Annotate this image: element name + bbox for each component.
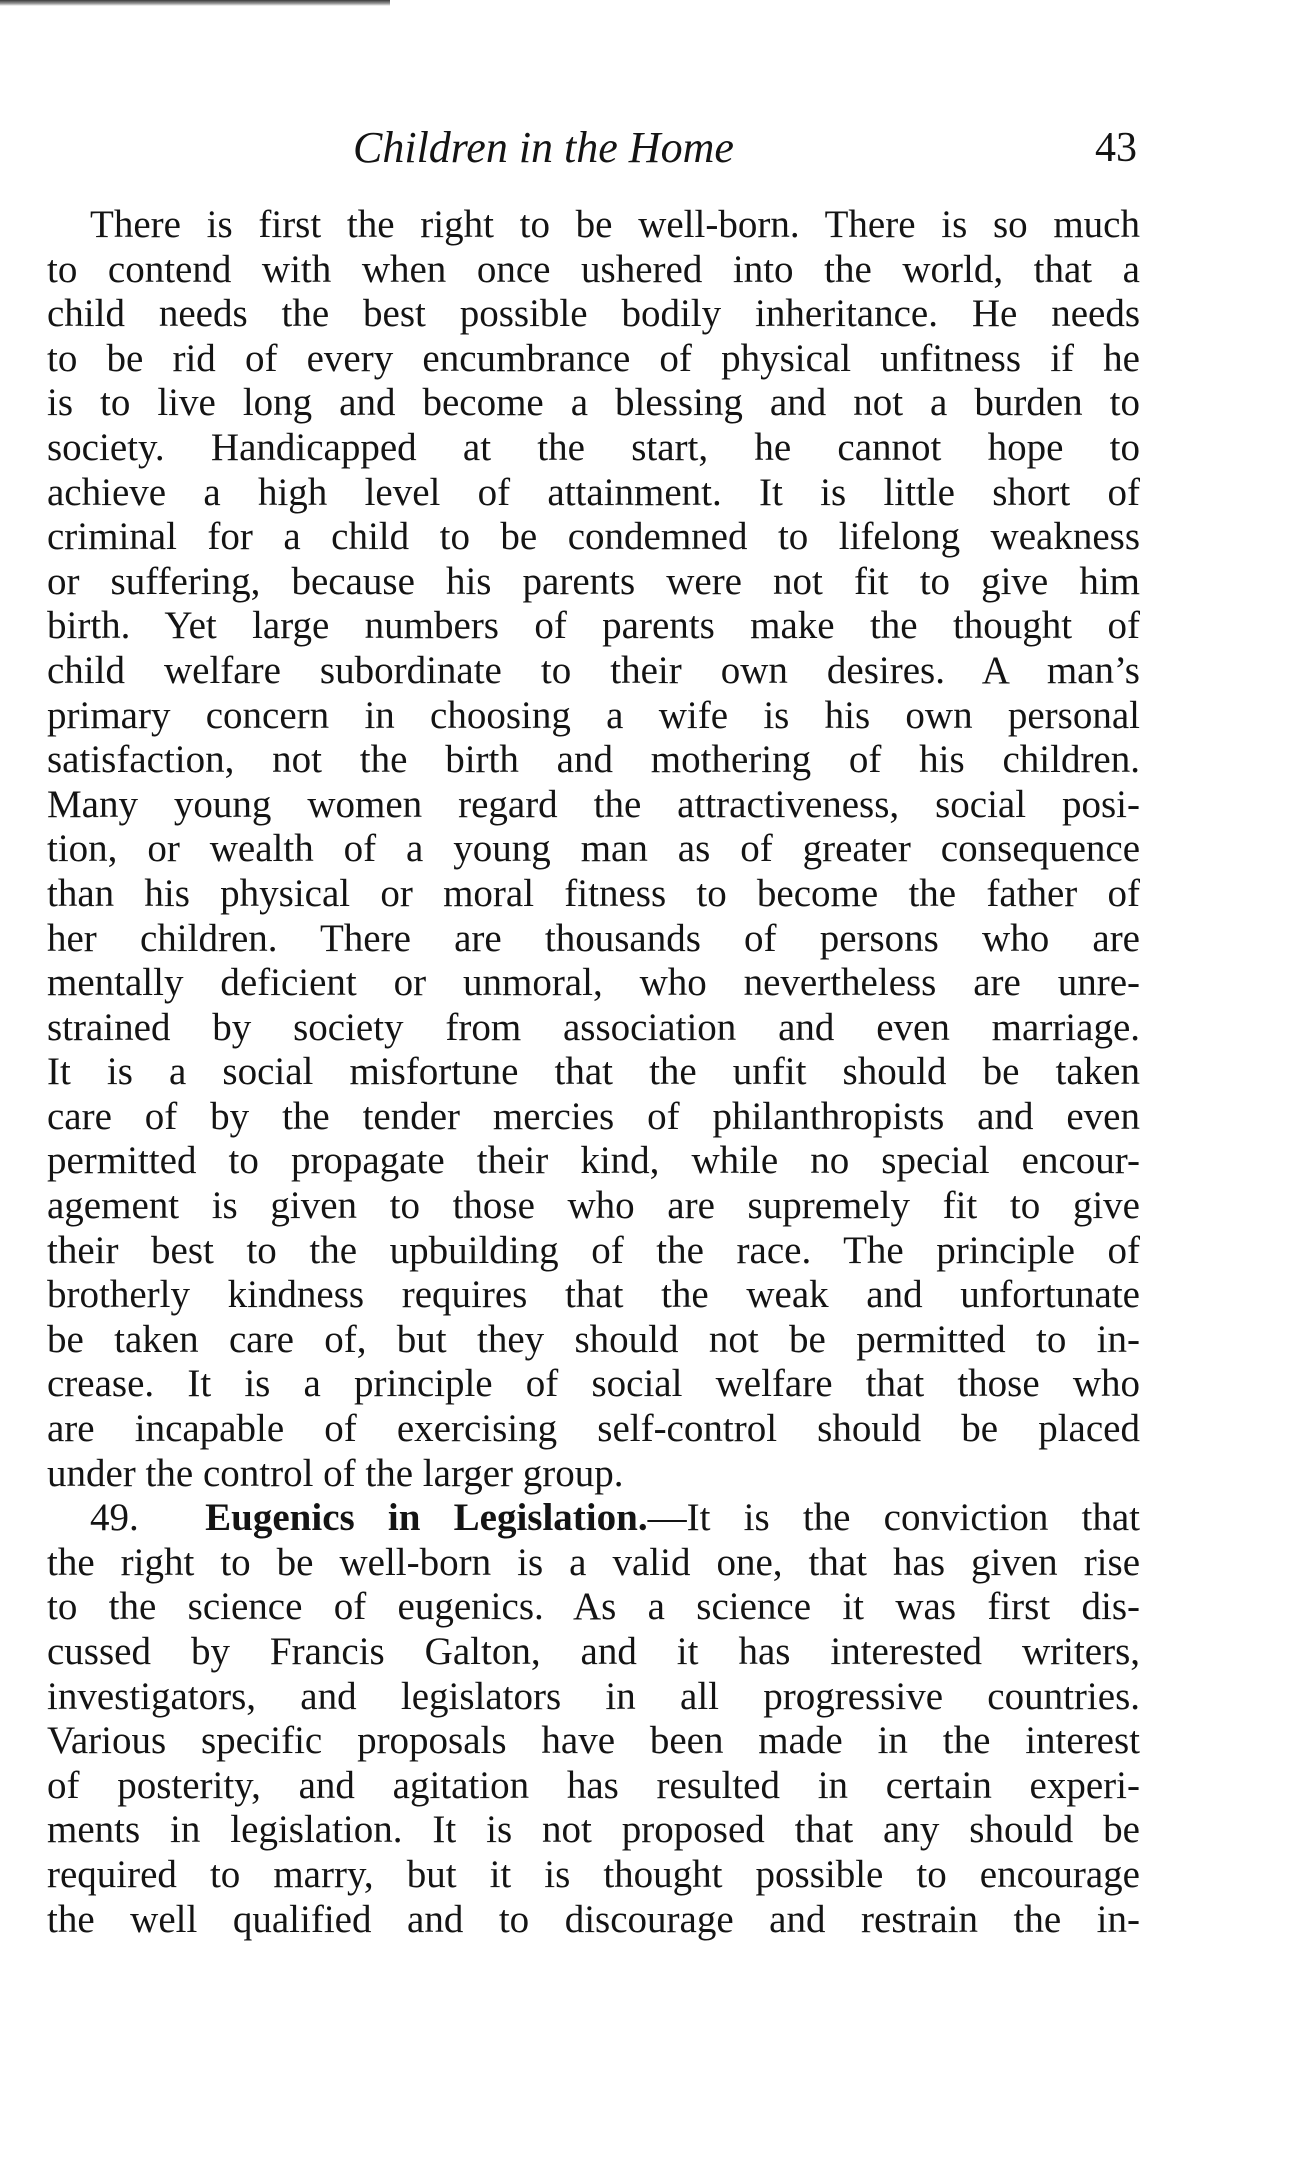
text-line: Many young women regard the attractiveness, social posi- (47, 782, 1140, 826)
text-line: satisfaction, not the birth and mothering of his children. (47, 738, 1140, 782)
text-line: is to live long and become a blessing and not a burden to (47, 381, 1140, 425)
text-line: Various specific proposals have been made in the interest (47, 1719, 1140, 1763)
running-head (47, 118, 1137, 178)
section-number: 49. (90, 1496, 139, 1540)
text-line: There is first the right to be well-born. There is so much (90, 203, 1140, 246)
text-line: ments in legislation. It is not proposed that any should be (47, 1808, 1140, 1852)
text-line: to the science of eugenics. As a science it was first dis- (47, 1585, 1140, 1629)
text-line: investigators, and legislators in all progressive countries. (47, 1674, 1140, 1718)
text-line (47, 1496, 1140, 1541)
text-line: agement is given to those who are supremely fit to give (47, 1184, 1140, 1228)
text-line: her children. There are thousands of persons who are (47, 916, 1140, 960)
text-line: cussed by Francis Galton, and it has interested writers, (47, 1630, 1140, 1673)
text-line: crease. It is a principle of social welfare that those who (47, 1362, 1140, 1406)
text-line: primary concern in choosing a wife is his own personal (47, 693, 1140, 737)
text-line: It is a social misfortune that the unfit should be taken (47, 1050, 1140, 1094)
text-line: to be rid of every encumbrance of physical unfitness if he (47, 336, 1140, 380)
scan-edge-shadow (0, 0, 390, 6)
text-line: tion, or wealth of a young man as of greater consequence (47, 827, 1140, 871)
text-line: brotherly kindness requires that the weak and unfortunate (47, 1273, 1140, 1317)
text-line: or suffering, because his parents were not fit to give him (47, 559, 1140, 603)
text-line: child welfare subordinate to their own desires. A man’s (47, 648, 1140, 692)
text-line: of posterity, and agitation has resulted in certain experi- (47, 1763, 1140, 1807)
text-line: criminal for a child to be condemned to lifelong weakness (47, 515, 1140, 559)
text-line: than his physical or moral fitness to become the father of (47, 871, 1140, 915)
text-line: required to marry, but it is thought possible to encourage (47, 1852, 1140, 1896)
running-title: Children in the Home (353, 123, 734, 172)
text-line: strained by society from association and even marriage. (47, 1005, 1140, 1049)
text-line: care of by the tender mercies of philanthropists and even (47, 1094, 1140, 1138)
text-line: mentally deficient or unmoral, who nevertheless are unre- (47, 961, 1140, 1005)
text-line: society. Handicapped at the start, he cannot hope to (47, 425, 1140, 469)
section-49-eugenics-in-legislation (47, 1496, 1140, 1942)
page-number: 43 (1095, 125, 1137, 171)
text-line: the right to be well-born is a valid one, that has given rise (47, 1540, 1140, 1584)
text-line: the well qualified and to discourage and restrain the in- (47, 1897, 1140, 1941)
text-line: under the control of the larger group. (47, 1451, 624, 1495)
text-line: birth. Yet large numbers of parents make the thought of (47, 604, 1140, 648)
text-line: their best to the upbuilding of the race. The principle of (47, 1228, 1140, 1272)
section-heading: Eugenics in Legislation. (205, 1496, 648, 1540)
text-line: achieve a high level of attainment. It is little short of (47, 470, 1140, 514)
text-line: to contend with when once ushered into the world, that a (47, 247, 1140, 291)
section-first-line-text: —It is the conviction that (647, 1496, 1141, 1540)
text-line: permitted to propagate their kind, while no special encour- (47, 1139, 1140, 1183)
paragraph-right-to-be-well-born (47, 203, 1140, 1496)
text-line: are incapable of exercising self-control should be placed (47, 1407, 1140, 1451)
body-text (47, 203, 1140, 1942)
text-line: child needs the best possible bodily inheritance. He needs (47, 292, 1140, 336)
text-line: be taken care of, but they should not be permitted to in- (47, 1317, 1140, 1361)
